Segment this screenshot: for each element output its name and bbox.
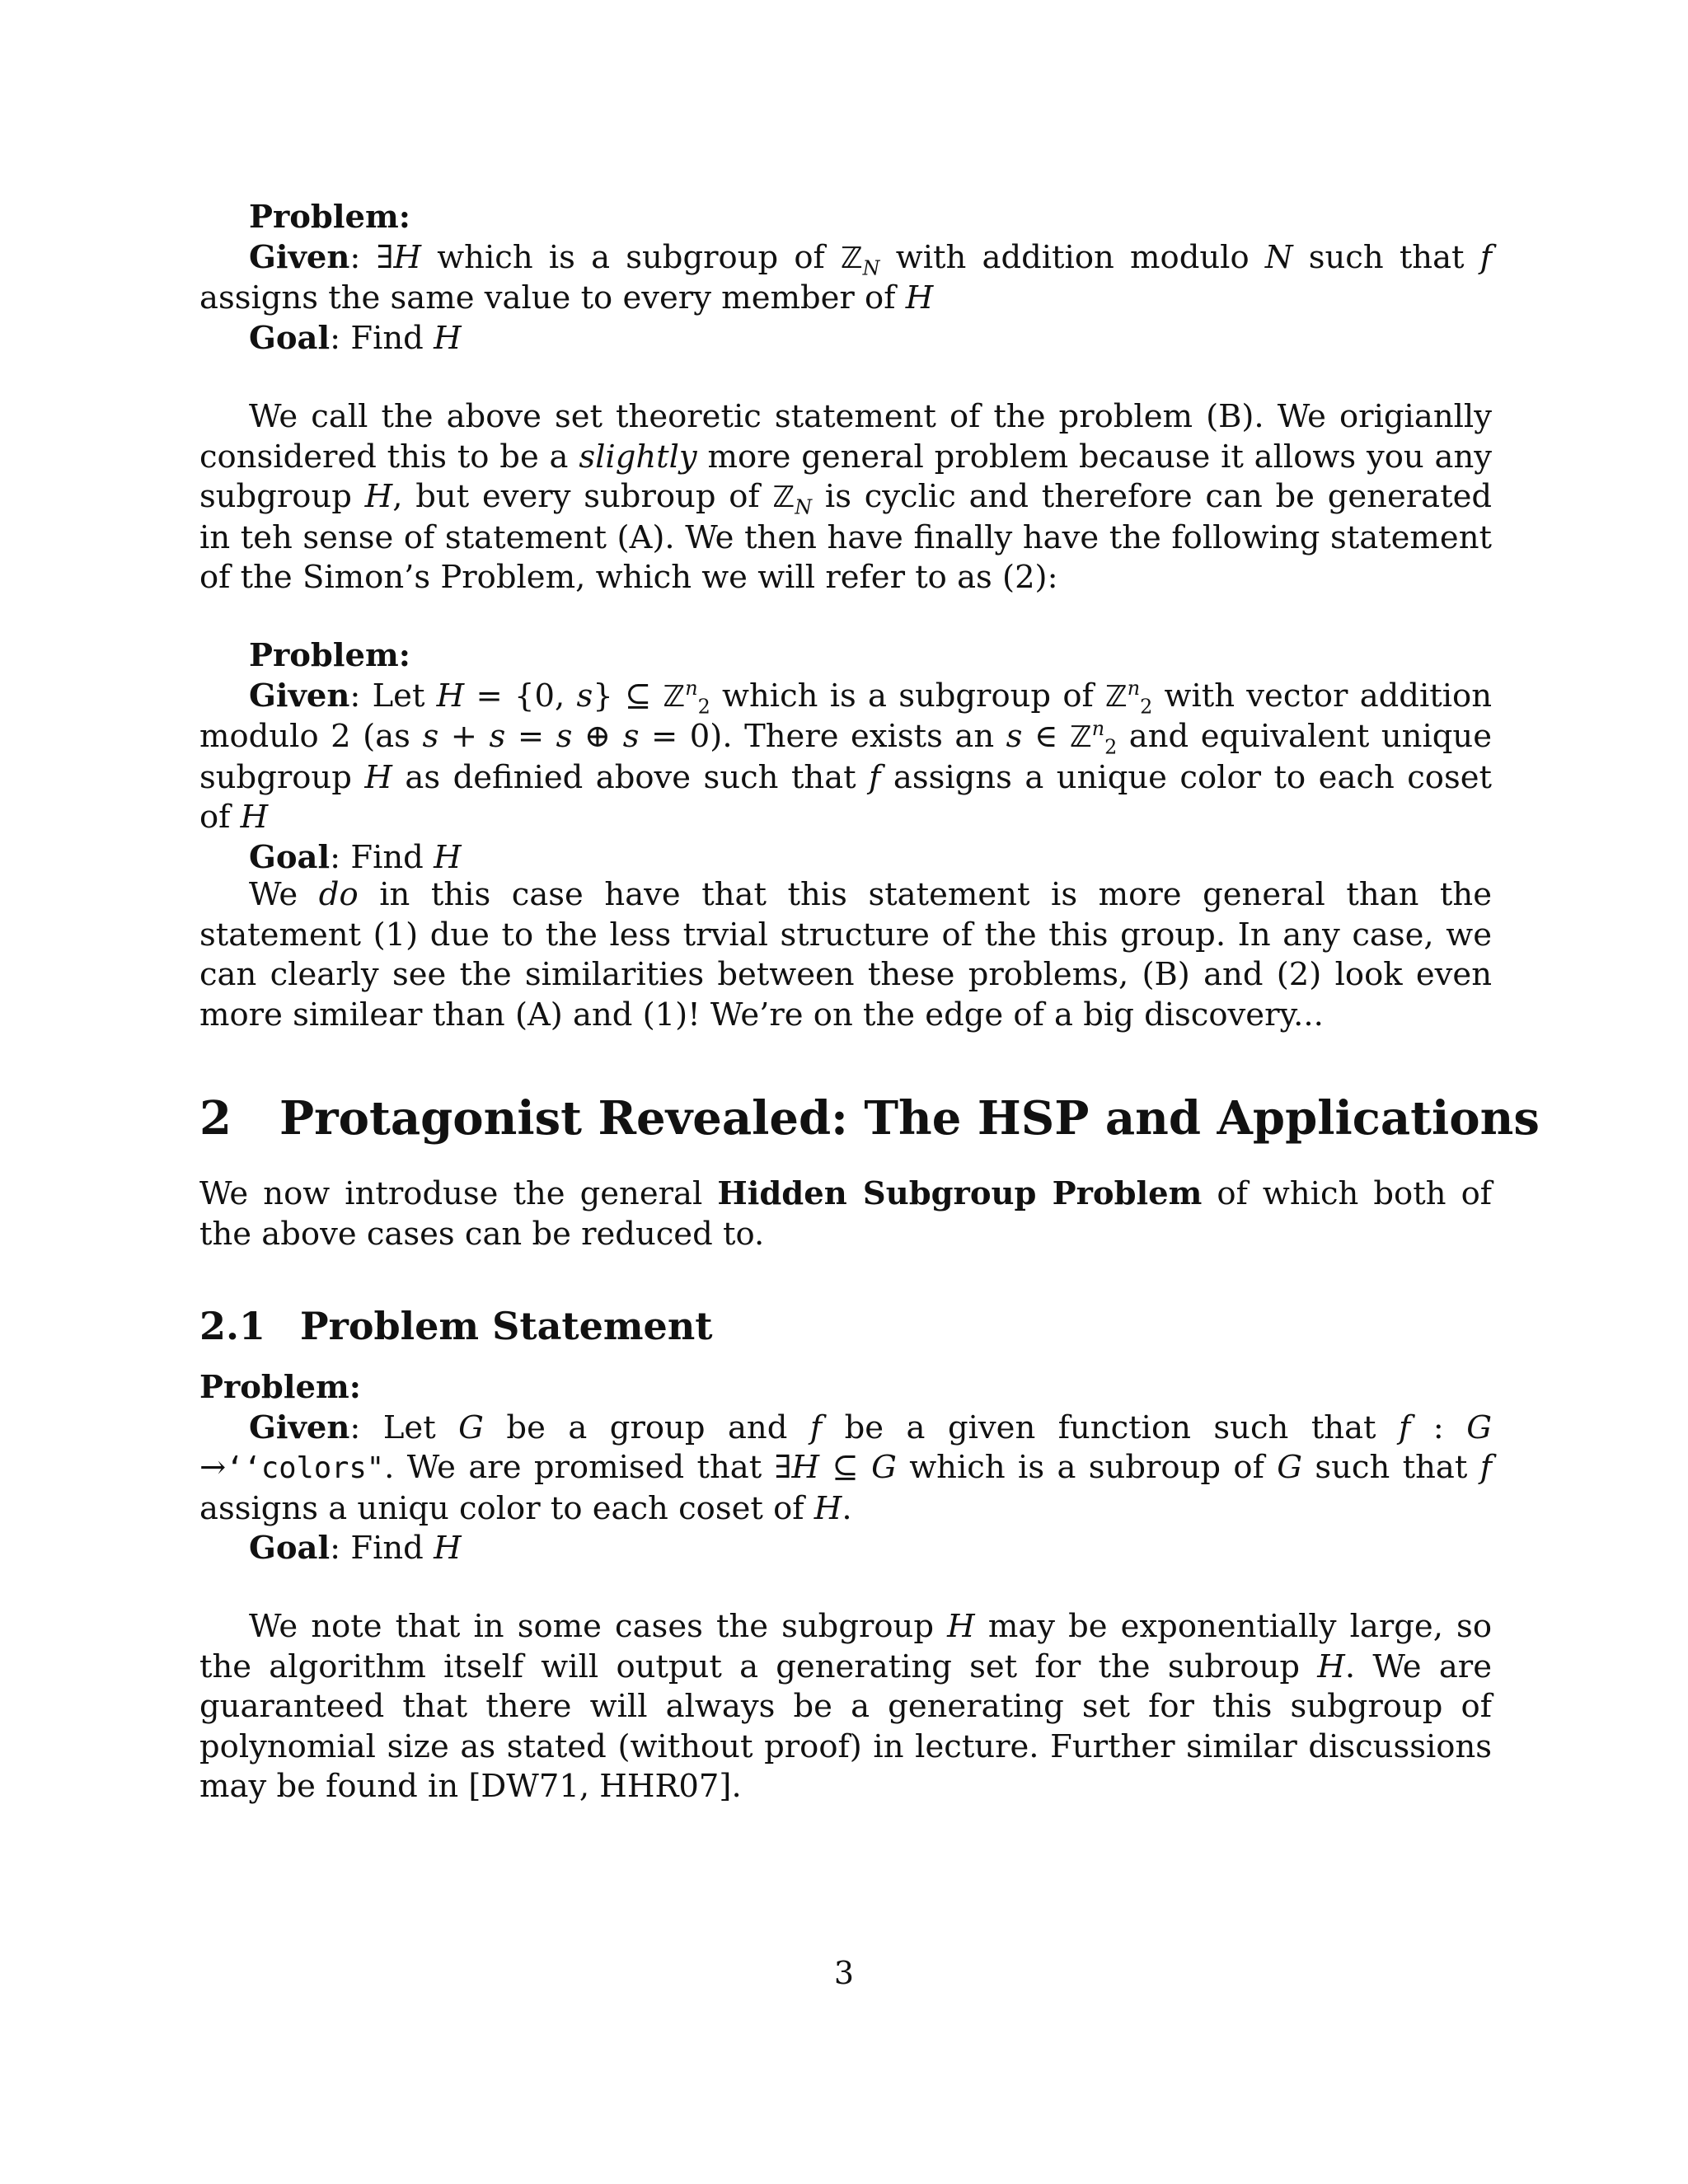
problem-goal: Goal: Find H — [249, 319, 462, 357]
section-number: 2 — [199, 1091, 232, 1146]
problem-goal: Goal: Find H — [249, 1530, 462, 1567]
paragraph-3: We now introduse the general Hidden Subgroup Problem of which both of the above cases can be reduced to. — [199, 1175, 1492, 1253]
section-heading-2 — [199, 1091, 1540, 1146]
paragraph-4: We note that in some cases the subgroup H may be exponentially large, so the algorithm itself will output a generating set for the subroup H. We are guaranteed that there will always be a generating set for this subgroup of polynomial size as stated (without proof) in lecture. Further similar discussions may be found in [DW71, HHR07]. — [199, 1608, 1492, 1805]
problem-block-3 — [199, 1368, 1492, 1569]
subsection-number: 2.1 — [199, 1304, 266, 1348]
problem-given: Given: Let G be a group and f be a given function such that f : G →‘‘colors". We are promised that ∃H ⊆ G which is a subroup of G such that f assigns a uniqu color to each coset of H. — [199, 1408, 1492, 1527]
problem-given: Given: ∃H which is a subgroup of ℤ$_N$ with addition modulo N such that f assigns the same value to every member of H — [199, 238, 1492, 316]
problem-given: Given: Let H = {0, s} ⊆ ℤ$^n_2$ which is a subgroup of ℤ$^n_2$ with vector addition modulo 2 (as s + s = s ⊕ s = 0). There exists an s ∈ ℤ$^n_2$ and equivalent unique subgroup H as definied above such that f assigns a unique color to each coset of H — [199, 676, 1493, 836]
section-title: Protagonist Revealed: The HSP and Applications — [279, 1091, 1540, 1146]
problem-goal: Goal: Find H — [249, 838, 462, 876]
paragraph-2: We do in this case have that this statement is more general than the statement (1) due to the less trvial structure of the this group. In any case, we can clearly see the similarities between these problems, (B) and (2) look even more similear than (A) and (1)! We’re on the edge of a big discovery... — [199, 876, 1492, 1033]
page-number: 3 — [833, 1955, 855, 1991]
problem-block-2 — [199, 636, 1492, 878]
problem-block-1 — [199, 198, 1492, 359]
problem-heading: Problem: — [249, 199, 410, 236]
problem-heading: Problem: — [199, 1369, 361, 1406]
problem-heading: Problem: — [249, 637, 410, 674]
subsection-heading-2-1 — [199, 1304, 1492, 1348]
subsection-title: Problem Statement — [300, 1304, 713, 1348]
paragraph-1: We call the above set theoretic statement of the problem (B). We origianlly considered this to be a slightly more general problem because it allows you any subgroup H, but every subroup of ℤ$_N$ is cyclic and therefore can be generated in teh sense of statement (A). We then have finally have the following statement of the Simon’s Problem, which we will refer to as (2): — [199, 398, 1493, 596]
